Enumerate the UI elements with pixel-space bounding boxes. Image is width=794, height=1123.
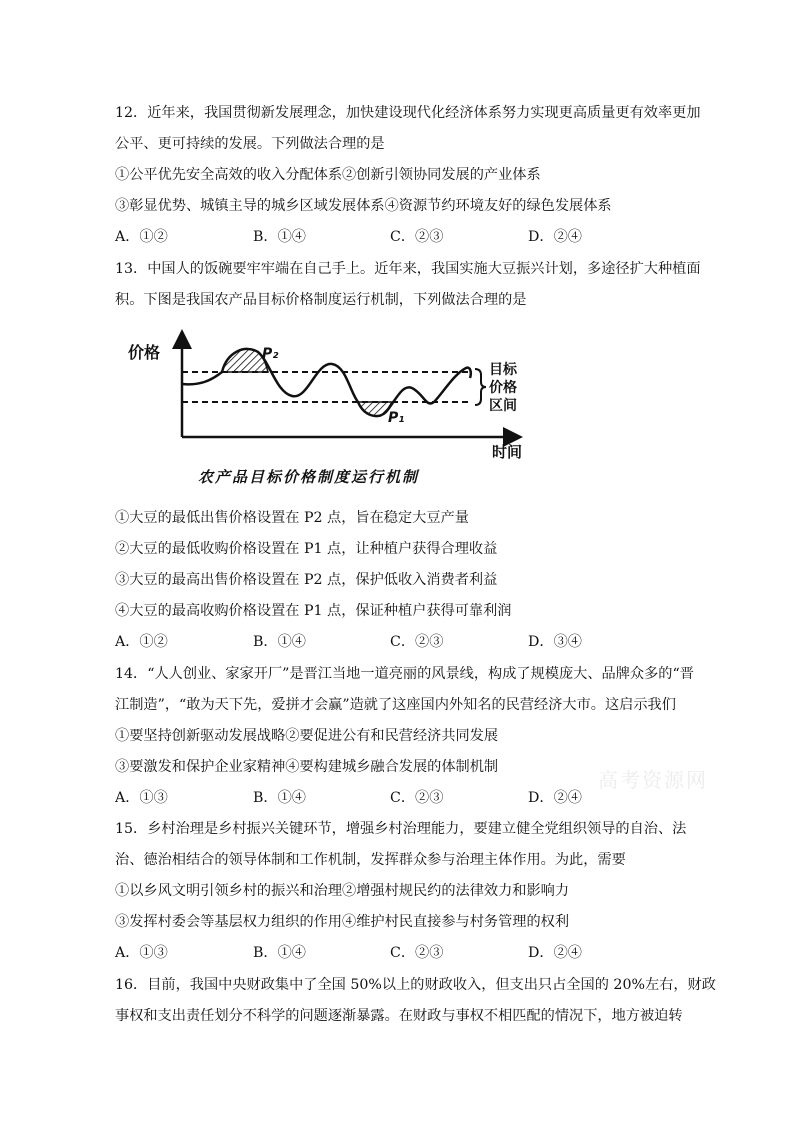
x-axis-label: 时间 (492, 443, 523, 461)
band-label-line-2: 价格 (489, 380, 517, 396)
q14-option-a: A．①③ (115, 790, 168, 806)
q13-option-d: D．③④ (528, 634, 582, 650)
target-price-mechanism-figure (120, 322, 540, 492)
q14-option-b: B．①④ (253, 790, 306, 806)
band-label-line-3: 区间 (489, 398, 517, 414)
band-brace (475, 369, 486, 405)
price-curve-diagram (120, 322, 540, 492)
watermark: 高考资源网 (598, 768, 708, 792)
q13-statement-4: ④大豆的最高收购价格设置在 P1 点，保证种植户获得可靠利润 (115, 603, 512, 619)
q12-option-c: C．②③ (390, 229, 444, 245)
q15-line-2: 治、德治相结合的领导体制和工作机制，发挥群众参与治理主体作用。为此，需要 (115, 852, 626, 868)
q14-statement-3-4: ③要激发和保护企业家精神④要构建城乡融合发展的体制机制 (115, 759, 499, 775)
q13-statement-1: ①大豆的最低出售价格设置在 P2 点，旨在稳定大豆产量 (115, 510, 469, 526)
q12-option-d: D．②④ (528, 229, 582, 245)
q14-statement-1-2: ①要坚持创新驱动发展战略②要促进公有和民营经济共同发展 (115, 728, 499, 744)
q12-line-1: 12．近年来，我国贯彻新发展理念，加快建设现代化经济体系努力实现更高质量更有效率更加 (115, 105, 701, 121)
y-axis-label: 价格 (128, 343, 161, 362)
q16-line-1: 16．目前，我国中央财政集中了全国 50%以上的财政收入，但支出只占全国的 20%左右，财政 (115, 977, 716, 993)
point-p1-label: P₁ (388, 410, 405, 426)
q15-option-c: C．②③ (390, 945, 444, 961)
q14-option-c: C．②③ (390, 790, 444, 806)
q12-option-b: B．①④ (253, 229, 306, 245)
q14-line-2: 江制造”，“敢为天下先，爱拼才会赢”造就了这座国内外知名的民营经济大市。这启示我们 (115, 697, 676, 713)
q12-statement-3-4: ③彰显优势、城镇主导的城乡区域发展体系④资源节约环境友好的绿色发展体系 (115, 198, 612, 214)
q12-line-2: 公平、更可持续的发展。下列做法合理的是 (115, 136, 385, 152)
q15-line-1: 15．乡村治理是乡村振兴关键环节，增强乡村治理能力，要建立健全党组织领导的自治、法 (115, 821, 687, 837)
q15-statement-3-4: ③发挥村委会等基层权力组织的作用④维护村民直接参与村务管理的权利 (115, 914, 570, 930)
q15-statement-1-2: ①以乡风文明引领乡村的振兴和治理②增强村规民约的法律效力和影响力 (115, 883, 570, 899)
q14-option-d: D．②④ (528, 790, 582, 806)
q15-option-b: B．①④ (253, 945, 306, 961)
q14-line-1: 14．“人人创业、家家开厂”是晋江当地一道亮丽的风景线，构成了规模庞大、品牌众多的“晋 (115, 666, 694, 682)
q16-line-2: 事权和支出责任划分不科学的问题逐渐暴露。在财政与事权不相匹配的情况下，地方被迫转 (115, 1008, 683, 1024)
point-p2-label: P₂ (262, 346, 279, 362)
q13-statement-2: ②大豆的最低收购价格设置在 P1 点，让种植户获得合理收益 (115, 541, 498, 557)
q13-option-a: A．①② (115, 634, 168, 650)
figure-caption: 农产品目标价格制度运行机制 (198, 468, 420, 486)
q15-option-a: A．①③ (115, 945, 168, 961)
q13-option-b: B．①④ (253, 634, 306, 650)
q13-statement-3: ③大豆的最高出售价格设置在 P2 点，保护低收入消费者利益 (115, 572, 498, 588)
q12-statement-1-2: ①公平优先安全高效的收入分配体系②创新引领协同发展的产业体系 (115, 167, 541, 183)
q13-line-2: 积。下图是我国农产品目标价格制度运行机制，下列做法合理的是 (115, 292, 527, 308)
q13-option-c: C．②③ (390, 634, 444, 650)
q12-option-a: A．①② (115, 229, 168, 245)
price-curve (182, 349, 471, 416)
q13-line-1: 13．中国人的饭碗要牢牢端在自己手上。近年来，我国实施大豆振兴计划，多途径扩大种植面 (115, 261, 701, 277)
q15-option-d: D．②④ (528, 945, 582, 961)
band-label-line-1: 目标 (489, 362, 517, 378)
